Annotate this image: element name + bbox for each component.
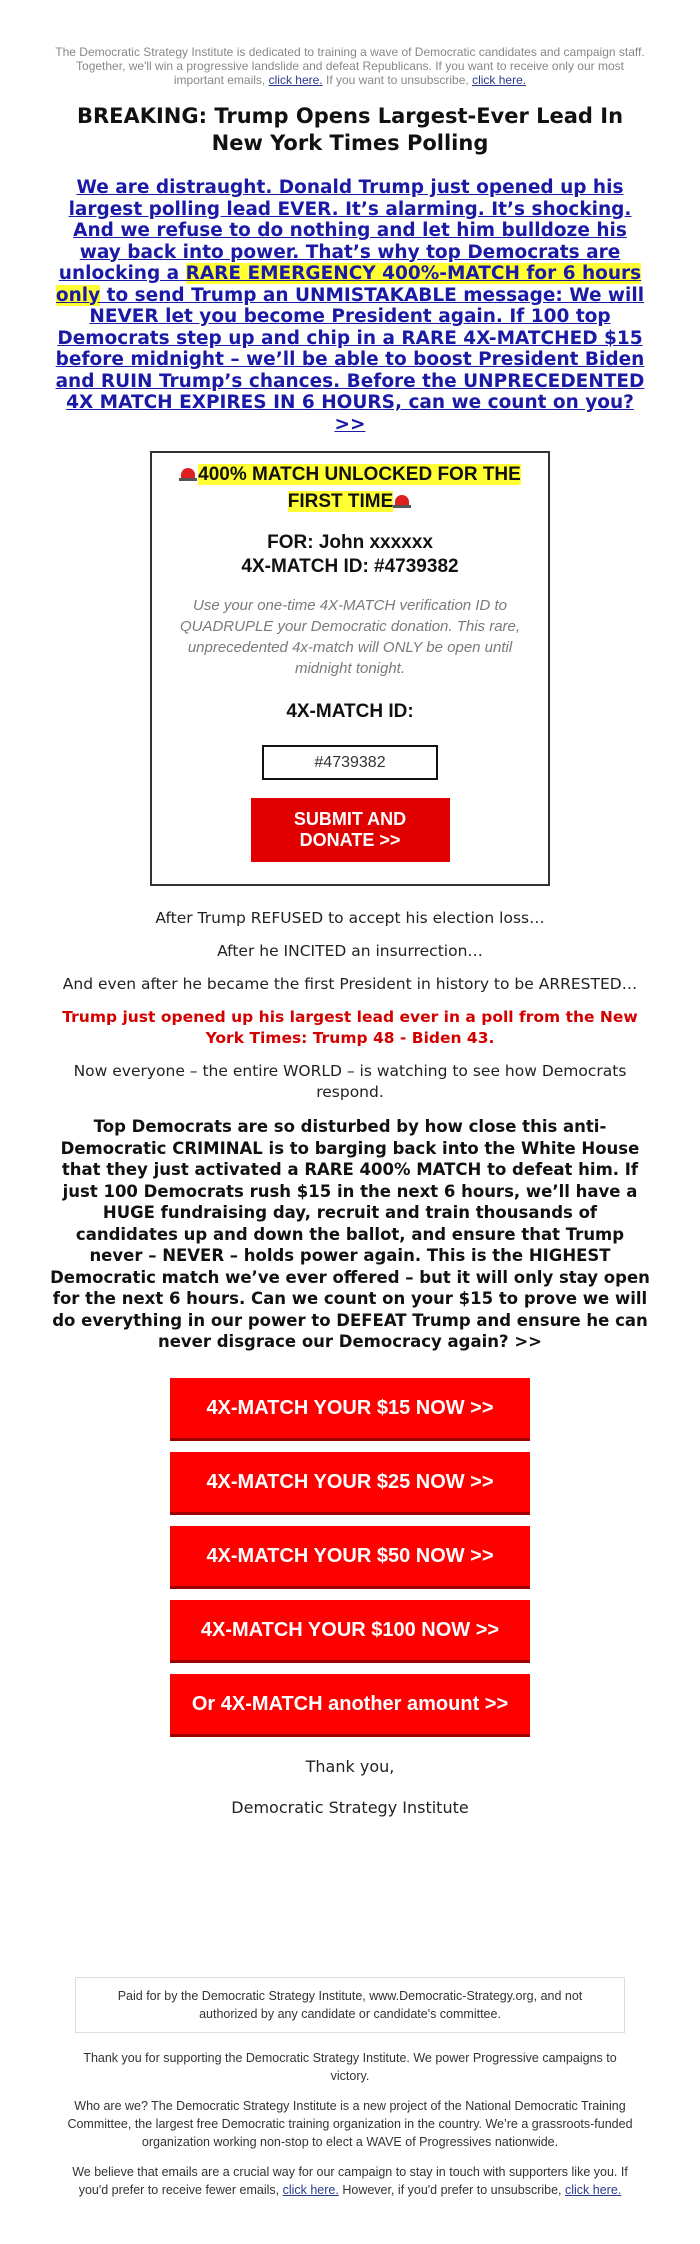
- match-id-input[interactable]: [262, 745, 438, 780]
- donate-100-button[interactable]: 4X-MATCH YOUR $100 NOW >>: [170, 1600, 530, 1660]
- siren-icon: [179, 466, 198, 481]
- donate-buttons: [50, 1378, 650, 1734]
- footer-email-text1: We believe that emails are a crucial way for our campaign to stay in touch with supporters like you. If you'd prefer to receive fewer emails,: [72, 2164, 628, 2197]
- donate-25-button[interactable]: 4X-MATCH YOUR $25 NOW >>: [170, 1452, 530, 1512]
- preheader-unsubscribe-text: If you want to unsubscribe,: [325, 73, 469, 87]
- lead-highlight: RARE EMERGENCY 400%-MATCH for 6 hours only: [55, 263, 642, 306]
- footer-fewer-emails-link[interactable]: click here.: [282, 2182, 339, 2197]
- paragraph-arrested: And even after he became the first President in history to be ARRESTED…: [62, 975, 638, 993]
- signoff-org: Democratic Strategy Institute: [231, 1797, 469, 1817]
- donate-15-button[interactable]: 4X-MATCH YOUR $15 NOW >>: [170, 1378, 530, 1438]
- match-box-description: Use your one-time 4X-MATCH verification ID to QUADRUPLE your Democratic donation. This rare, unprecedented 4x-match will ONLY be open until midnight tonight.: [179, 597, 521, 677]
- preheader: [50, 0, 650, 87]
- siren-icon: [393, 493, 412, 508]
- paragraph-world-watching: Now everyone – the entire WORLD – is watching to see how Democrats respond.: [73, 1062, 627, 1101]
- paid-by-disclaimer: Paid for by the Democratic Strategy Institute, www.Democratic-Strategy.org, and not authorized by any candidate or candidate's committee.: [75, 1977, 625, 2033]
- footer-email-text2: However, if you'd prefer to unsubscribe,: [342, 2182, 562, 2197]
- lead-text-part1: We are distraught. Donald Trump just opened up his largest polling lead EVER. It’s alarming. It’s shocking. And we refuse to do nothing and let him bulldoze his way back into power. That’s why top Democrats are unlocking a: [58, 177, 632, 284]
- fewer-emails-link[interactable]: click here.: [268, 73, 323, 87]
- bold-appeal: Top Democrats are so disturbed by how close this anti-Democratic CRIMINAL is to barging back into the White House that they just activated a RARE 400% MATCH to defeat him. If just 100 Democrats rush $15 in the next 6 hours, we’ll have a HUGE fundraising day, recruit and train thousands of candidates up and down the ballot, and ensure that Trump never – NEVER – holds power again. This is the HIGHEST Democratic match we’ve ever offered – but it will only stay open for the next 6 hours. Can we count on your $15 to prove we will do everything in our power to DEFEAT Trump and ensure he can never disgrace our Democracy again? >>: [50, 1117, 650, 1351]
- submit-donate-button[interactable]: SUBMIT AND DONATE >>: [251, 798, 450, 862]
- paragraph-refused: After Trump REFUSED to accept his election loss…: [155, 909, 545, 927]
- lead-link[interactable]: [50, 177, 650, 435]
- match-box-title: [170, 461, 530, 515]
- footer-unsubscribe-link[interactable]: click here.: [565, 2182, 622, 2197]
- spacer: [50, 1819, 650, 1977]
- match-id-label: 4X-MATCH ID:: [286, 701, 414, 722]
- match-box-title-text: 400% MATCH UNLOCKED FOR THE FIRST TIME: [198, 464, 521, 512]
- match-id-line: 4X-MATCH ID: #4739382: [241, 556, 459, 577]
- donate-50-button[interactable]: 4X-MATCH YOUR $50 NOW >>: [170, 1526, 530, 1586]
- poll-alert: Trump just opened up his largest lead ever in a poll from the New York Times: Trump 48 - Biden 43.: [62, 1008, 638, 1047]
- footer-thanks: Thank you for supporting the Democratic Strategy Institute. We power Progressive campaigns to victory.: [83, 2050, 617, 2083]
- footer-email-preferences: [65, 2163, 635, 2199]
- signoff-thanks: Thank you,: [305, 1756, 395, 1776]
- donate-other-button[interactable]: Or 4X-MATCH another amount >>: [170, 1674, 530, 1734]
- headline: BREAKING: Trump Opens Largest-Ever Lead In New York Times Polling: [76, 104, 624, 155]
- email-body: [50, 0, 650, 2199]
- unsubscribe-link[interactable]: click here.: [472, 73, 527, 87]
- for-line: FOR: John xxxxxx: [267, 532, 433, 553]
- preheader-text: The Democratic Strategy Institute is dedicated to training a wave of Democratic candidates and campaign staff. Together, we'll win a progressive landslide and defeat Republicans. If you want to receive only our most important emails,: [55, 45, 645, 87]
- match-box-recipient: [170, 531, 530, 579]
- match-box: [150, 451, 550, 886]
- footer-who-we-are: Who are we? The Democratic Strategy Institute is a new project of the National Democratic Training Committee, the largest free Democratic training organization in the country. We’re a grassroots-funded organization working non-stop to elect a WAVE of Progressives nationwide.: [67, 2098, 633, 2149]
- lead-text-part2: to send Trump an UNMISTAKABLE message: We will NEVER let you become President again. If 100 top Democrats step up and chip in a RARE 4X-MATCHED $15 before midnight – we’ll be able to boost President Biden and RUIN Trump’s chances. Before the UNPRECEDENTED 4X MATCH EXPIRES IN 6 HOURS, can we count on you? >>: [55, 284, 645, 435]
- paragraph-incited: After he INCITED an insurrection…: [217, 942, 483, 960]
